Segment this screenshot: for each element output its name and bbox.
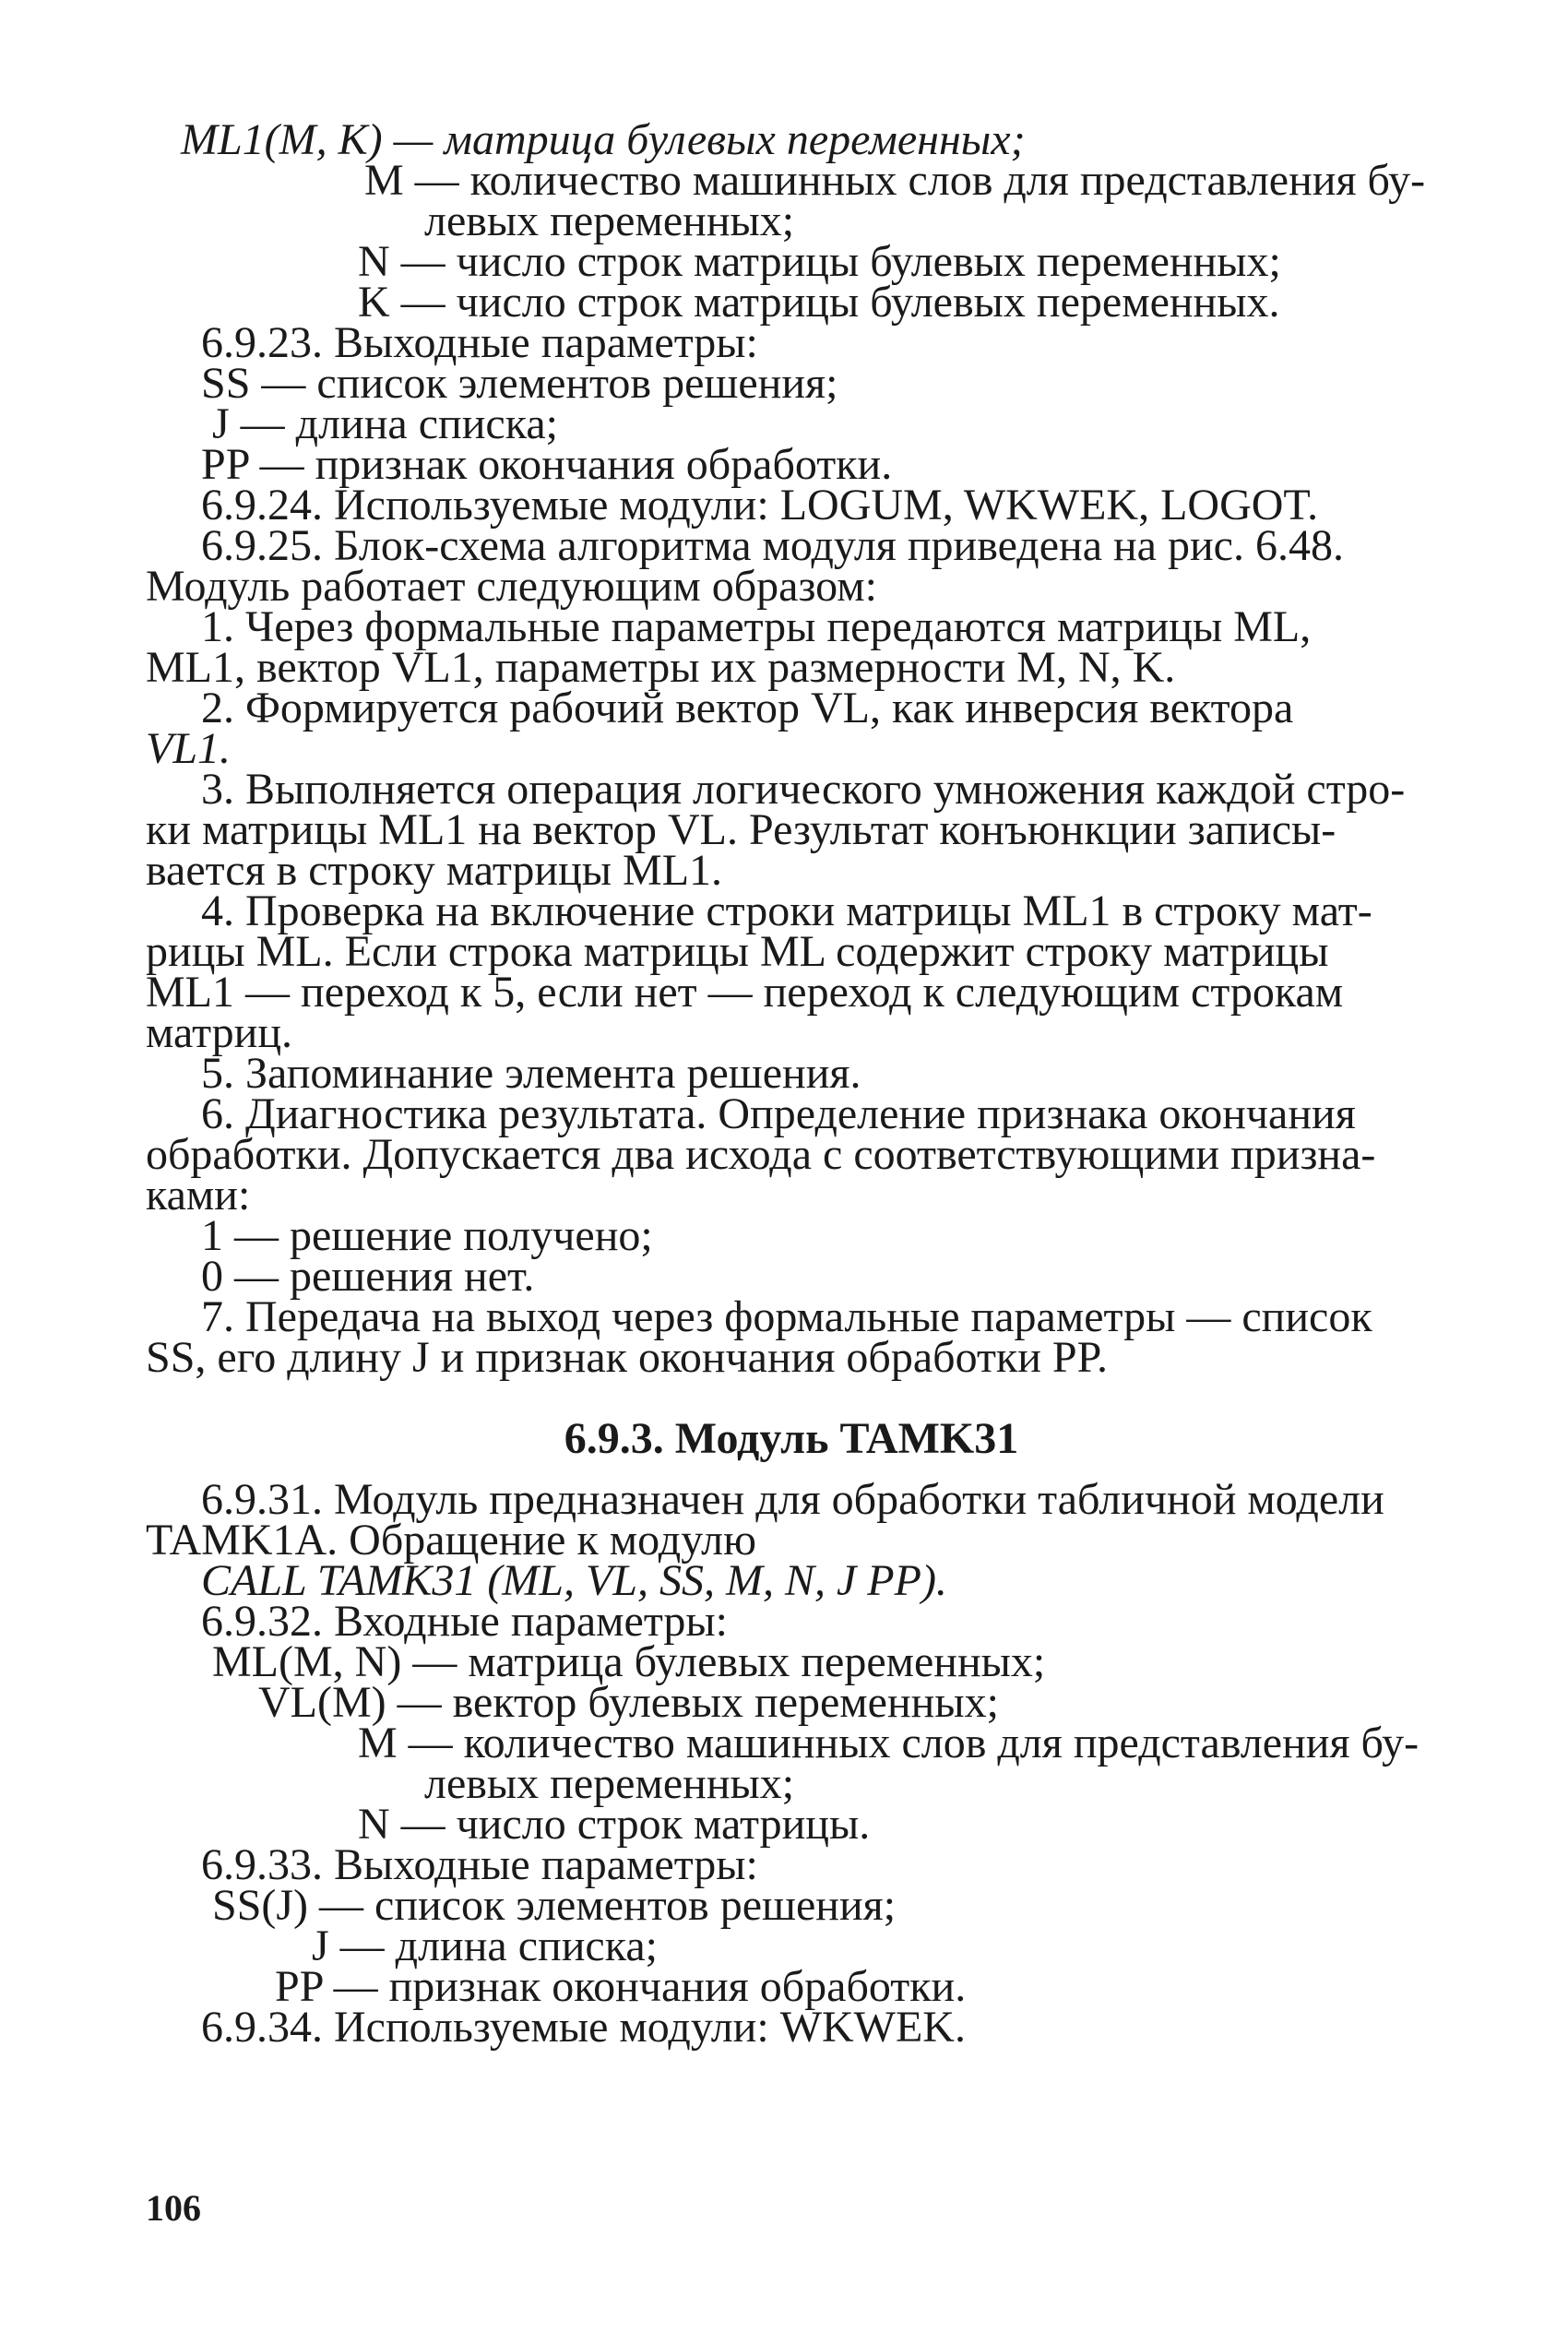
text-line: J — длина списка;	[312, 1922, 658, 1970]
text-line: вается в строку матрицы ML1.	[146, 846, 723, 895]
text-line: SS, его длину J и признак окончания обработки PP.	[146, 1333, 1108, 1382]
text-line: N — число строк матрицы булевых переменных;	[358, 237, 1281, 286]
text-line: M — количество машинных слов для представления бу-	[364, 156, 1426, 205]
text-line: SS(J) — список элементов решения;	[212, 1881, 897, 1930]
text-line: 6.9.32. Входные параметры:	[201, 1597, 728, 1646]
text-line: левых переменных;	[424, 196, 795, 245]
text-line: TAMK1A. Обращение к модулю	[146, 1516, 756, 1565]
text-line: Модуль работает следующим образом:	[146, 562, 877, 611]
text-line: VL(M) — вектор булевых переменных;	[258, 1678, 999, 1727]
text-line: левых переменных;	[424, 1759, 795, 1808]
code-line: CALL TAMK31 (ML, VL, SS, M, N, J PP).	[201, 1556, 947, 1605]
text-line: 1 — решение получено;	[201, 1211, 653, 1260]
text-line: 7. Передача на выход через формальные параметры — список	[201, 1292, 1372, 1341]
text-line: 6.9.34. Используемые модули: WKWEK.	[201, 2003, 966, 2052]
text-line: ML1, вектор VL1, параметры их размерности M, N, K.	[146, 643, 1176, 692]
text-line: 5. Запоминание элемента решения.	[201, 1049, 861, 1098]
text-line: PP — признак окончания обработки.	[201, 440, 893, 489]
section-heading: 6.9.3. Модуль TAMK31	[564, 1414, 1019, 1463]
text-line: 2. Формируется рабочий вектор VL, как инверсия вектора	[201, 684, 1294, 732]
page-number: 106	[146, 2187, 201, 2229]
text-line: SS — список элементов решения;	[201, 359, 838, 408]
text-line: ML1(M, K) — матрица булевых переменных;	[181, 115, 1026, 164]
page-text	[146, 115, 1437, 2052]
text-line: ML1 — переход к 5, если нет — переход к следующим строкам	[146, 968, 1344, 1017]
text-line: M — количество машинных слов для представления бу-	[358, 1719, 1420, 1767]
text-line: 4. Проверка на включение строки матрицы ML1 в строку мат-	[201, 886, 1372, 935]
text-line: обработки. Допускается два исхода с соответствующими призна-	[146, 1130, 1376, 1179]
text-line: 3. Выполняется операция логического умножения каждой стро-	[201, 765, 1406, 814]
text-line: 6.9.33. Выходные параметры:	[201, 1840, 758, 1889]
text-line: N — число строк матрицы.	[358, 1800, 871, 1849]
text-line: ML(M, N) — матрица булевых переменных;	[212, 1637, 1046, 1686]
text-line: 6.9.23. Выходные параметры:	[201, 318, 758, 367]
text-line: 6. Диагностика результата. Определение признака окончания	[201, 1089, 1356, 1138]
text-line: 6.9.25. Блок-схема алгоритма модуля приведена на рис. 6.48.	[201, 521, 1344, 570]
text-line: рицы ML. Если строка матрицы ML содержит строку матрицы	[146, 927, 1329, 976]
text-line: 1. Через формальные параметры передаются матрицы ML,	[201, 602, 1312, 651]
text-line: PP — признак окончания обработки.	[275, 1962, 967, 2011]
text-line: ками:	[146, 1171, 251, 1220]
text-line: K — число строк матрицы булевых переменных.	[358, 278, 1280, 327]
text-line: 6.9.24. Используемые модули: LOGUM, WKWEK, LOGOT.	[201, 481, 1319, 529]
text-line: матриц.	[146, 1008, 293, 1057]
text-line: 6.9.31. Модуль предназначен для обработки табличной модели	[201, 1475, 1384, 1524]
text-line: VL1.	[146, 724, 232, 773]
text-line: ки матрицы ML1 на вектор VL. Результат конъюнкции записы-	[146, 805, 1336, 854]
text-line: 0 — решения нет.	[201, 1252, 535, 1301]
text-line: J — длина списка;	[212, 399, 558, 448]
